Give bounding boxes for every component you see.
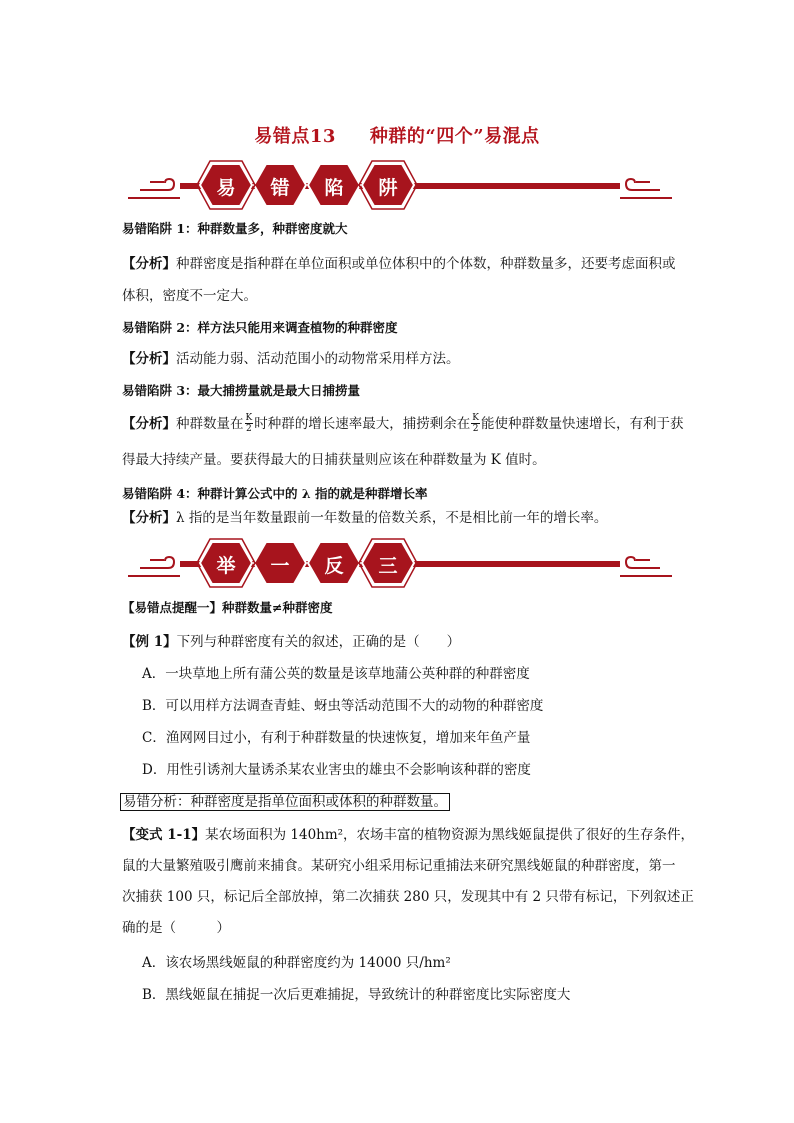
trap-title: 易错陷阱 2：样方法只能用来调查植物的种群密度: [122, 320, 398, 335]
banner-char: 阱: [378, 177, 398, 199]
reminder-label: 【易错点提醒一】: [122, 600, 223, 615]
analysis-label: 【分析】: [122, 416, 176, 432]
analysis-text: 种群数量在: [176, 416, 244, 432]
analysis-label: 【分析】: [122, 256, 176, 272]
analysis-text: 能使种群数量快速增长，有利于获: [480, 416, 684, 432]
fraction-k-over-2: $\frac{K}{2}$: [472, 413, 479, 434]
banner-examples: [120, 538, 680, 588]
error-analysis-box: [120, 792, 450, 812]
banner-char: 反: [324, 555, 344, 577]
variant-option-a: A．该农场黑线姬鼠的种群密度约为 14000 只/hm²: [142, 955, 451, 971]
trap-analysis-cont: 得最大持续产量。要获得最大的日捕获量则应该在种群数量为 K 值时。: [122, 452, 546, 468]
banner-char: 错: [270, 177, 290, 199]
trap-analysis-cont: 体积，密度不一定大。: [122, 288, 257, 304]
variant-label: 【变式 1-1】: [122, 827, 206, 843]
trap-analysis: [122, 414, 683, 435]
banner-char: 易: [216, 177, 236, 199]
reminder-heading: [122, 598, 333, 618]
variant-text: 某农场面积为 140hm²，农场丰富的植物资源为黑线姬鼠提供了很好的生存条件，: [205, 827, 695, 843]
analysis-label: 【分析】: [122, 351, 176, 367]
analysis-text: 活动能力弱、活动范围小的动物常采用样方法。: [176, 351, 460, 367]
variant-text: 次捕获 100 只，标记后全部放掉，第二次捕获 280 只，发现其中有 2 只带有标记，下列叙述正: [122, 889, 694, 905]
banner-traps: [120, 160, 680, 210]
banner-char: 一: [270, 555, 290, 577]
analysis-text: 种群密度是指种群在单位面积或单位体积中的个体数，种群数量多，还要考虑面积或: [176, 256, 676, 272]
example-label: 【例 1】: [122, 634, 177, 650]
banner-char: 陷: [324, 177, 344, 199]
variant-question: [122, 825, 694, 845]
error-analysis: 易错分析：种群密度是指单位面积或体积的种群数量。: [120, 793, 450, 811]
example-question: [122, 632, 460, 652]
trap-analysis: [122, 254, 676, 274]
variant-text: 鼠的大量繁殖吸引鹰前来捕食。某研究小组采用标记重捕法来研究黑线姬鼠的种群密度，第一: [122, 858, 676, 874]
option-d: D．用性引诱剂大量诱杀某农业害虫的雄虫不会影响该种群的密度: [142, 762, 531, 778]
trap-analysis: [122, 508, 607, 528]
trap-analysis: [122, 349, 460, 369]
variant-text: 确的是（ ）: [122, 920, 230, 936]
question-text: 下列与种群密度有关的叙述，正确的是（ ）: [176, 634, 461, 650]
page-title: [0, 122, 794, 148]
reminder-text: 种群数量≠种群密度: [222, 600, 333, 615]
trap-title: 易错陷阱 1：种群数量多，种群密度就大: [122, 221, 348, 236]
trap-title: 易错陷阱 4：种群计算公式中的 λ 指的就是种群增长率: [122, 486, 428, 501]
option-b: B．可以用样方法调查青蛙、蚜虫等活动范围不大的动物的种群密度: [142, 698, 544, 714]
analysis-label: 【分析】: [122, 510, 176, 526]
trap-title: 易错陷阱 3：最大捕捞量就是最大日捕捞量: [122, 383, 361, 398]
title-topic: 种群的“四个”易混点: [369, 126, 540, 147]
option-c: C．渔网网目过小，有利于种群数量的快速恢复，增加来年鱼产量: [142, 730, 531, 746]
variant-option-b: B．黑线姬鼠在捕捉一次后更难捕捉，导致统计的种群密度比实际密度大: [142, 987, 571, 1003]
analysis-text: 时种群的增长速率最大，捕捞剩余在: [254, 416, 471, 432]
banner-char: 举: [216, 555, 236, 577]
analysis-text: λ 指的是当年数量跟前一年数量的倍数关系，不是相比前一年的增长率。: [176, 510, 608, 526]
fraction-k-over-2: $\frac{K}{2}$: [245, 413, 253, 434]
title-code: 易错点13: [254, 126, 336, 147]
banner-char: 三: [378, 555, 398, 577]
option-a: A．一块草地上所有蒲公英的数量是该草地蒲公英种群的种群密度: [142, 666, 530, 682]
